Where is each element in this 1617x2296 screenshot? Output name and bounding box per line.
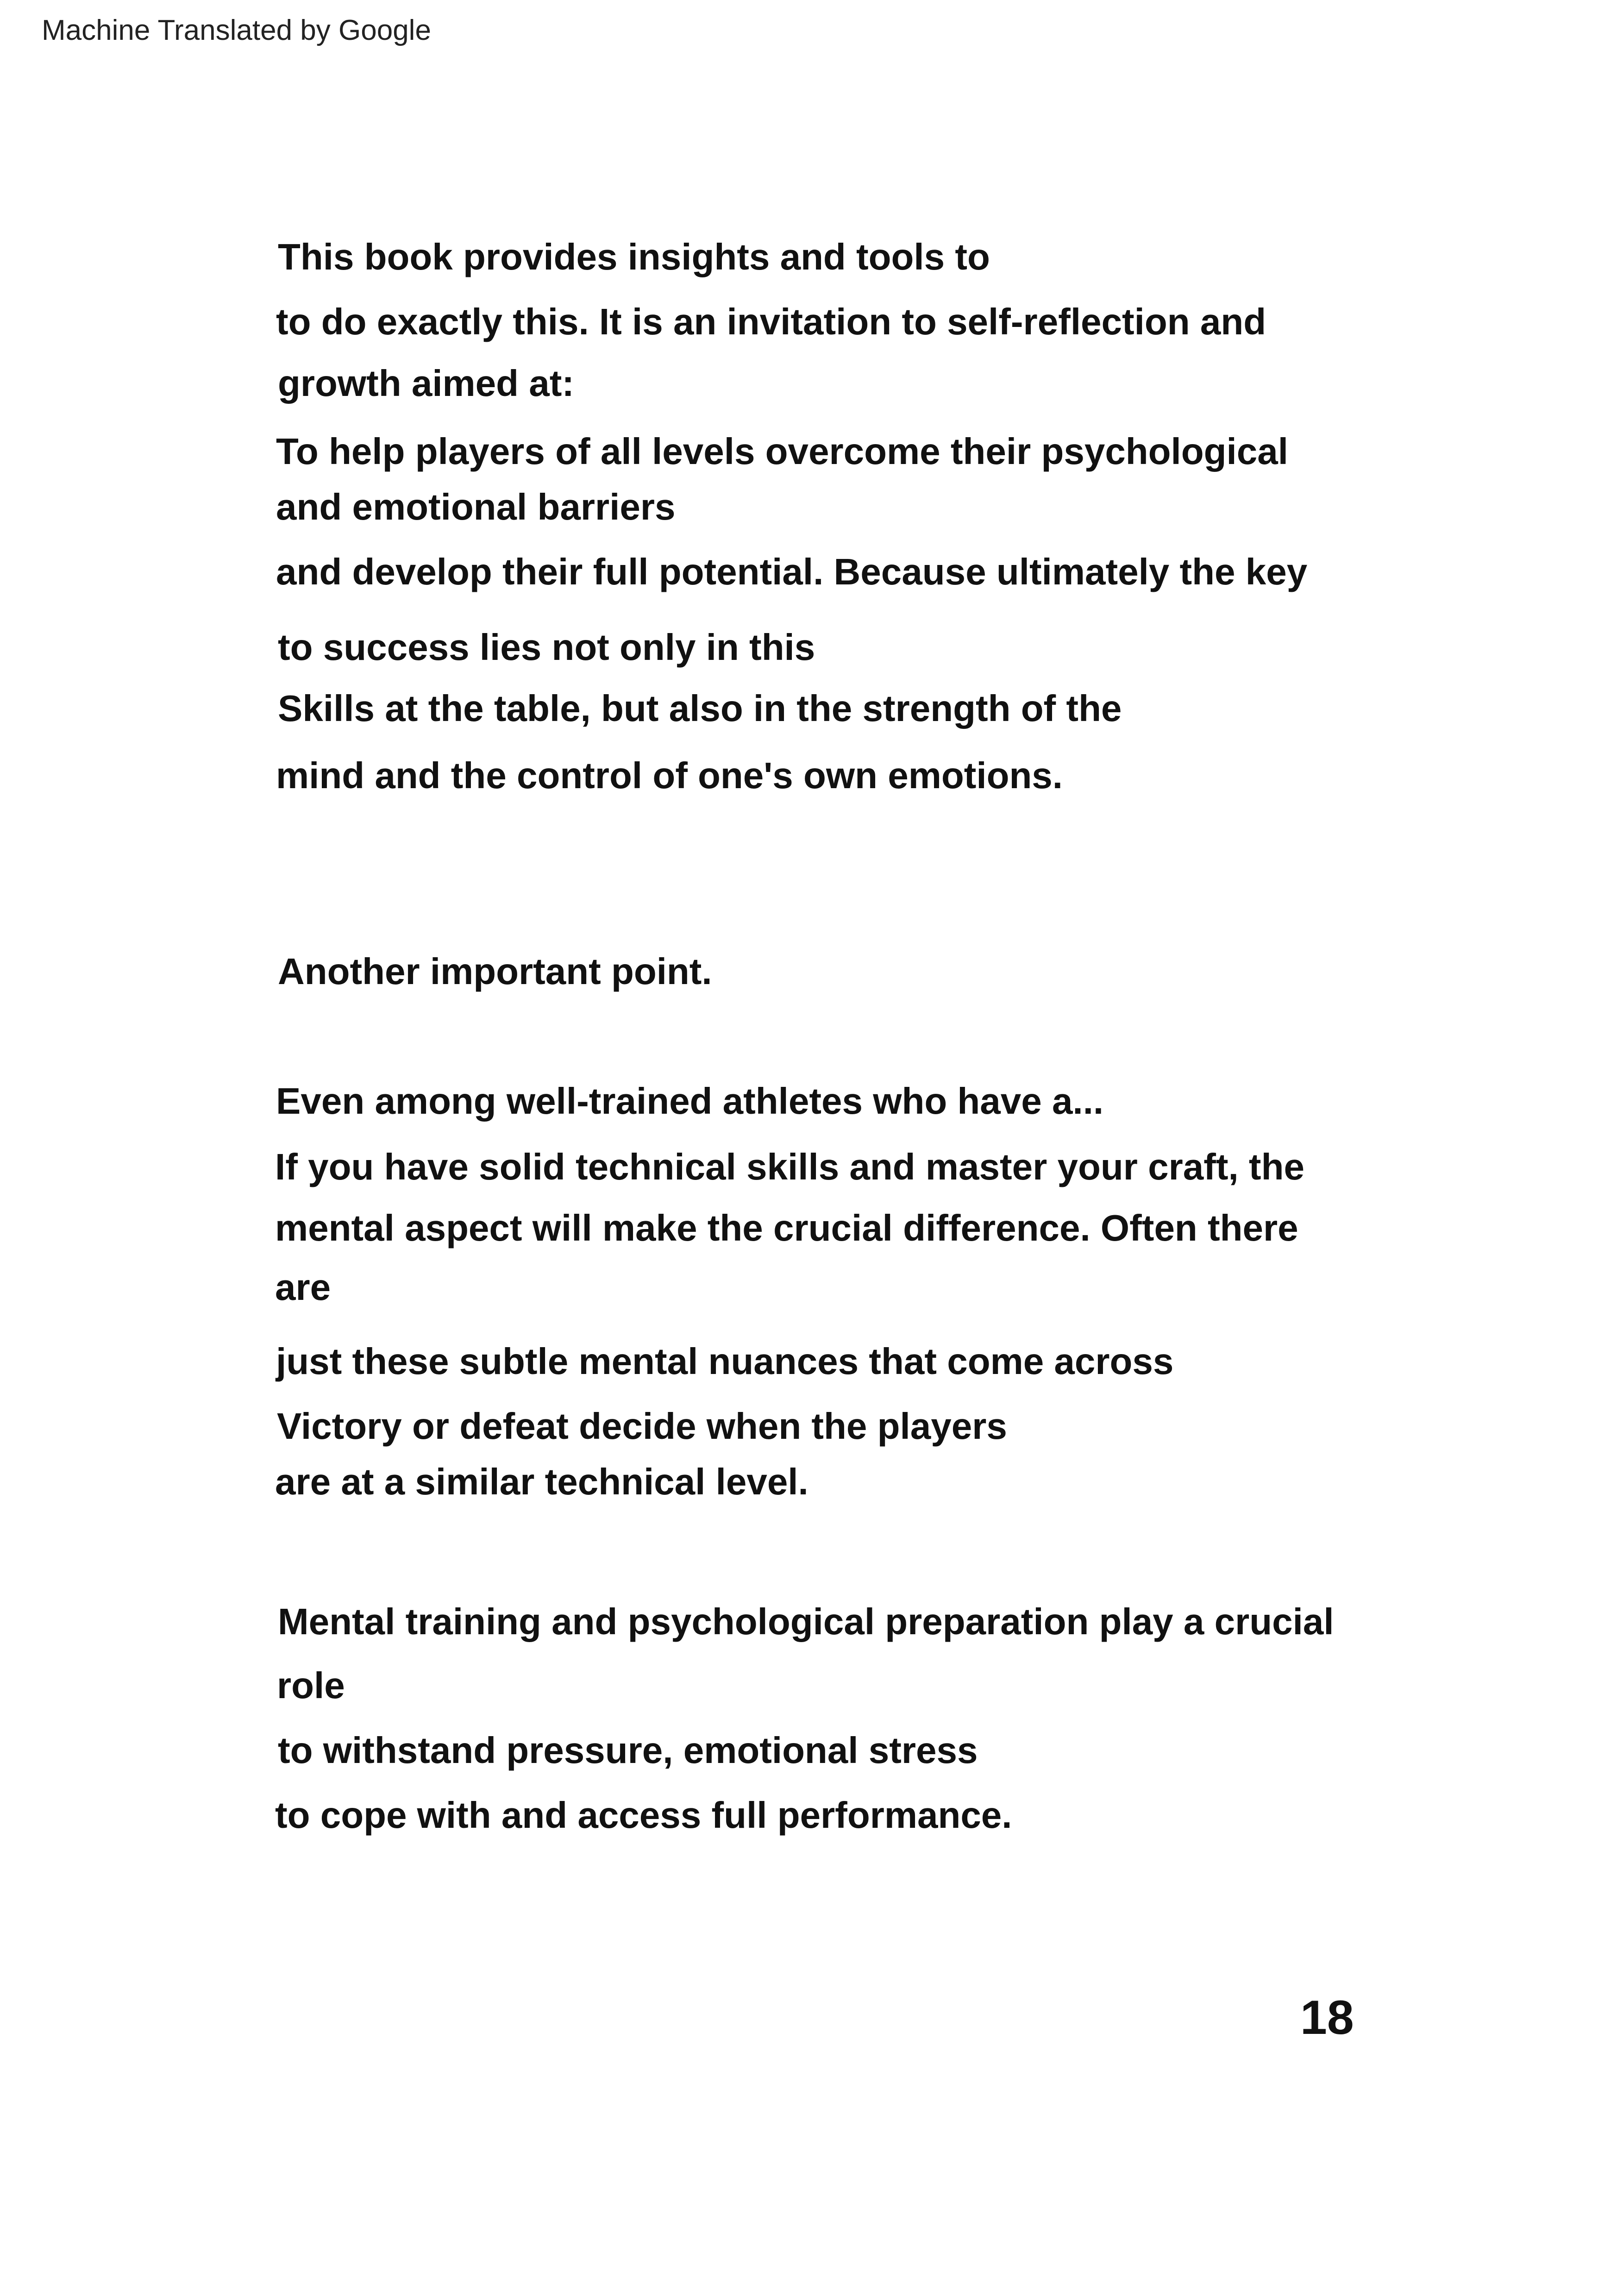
text-line: Another important point. — [278, 951, 712, 992]
text-line: mind and the control of one's own emotions. — [276, 755, 1063, 796]
text-line: Mental training and psychological preparation play a crucial — [278, 1601, 1334, 1642]
machine-translation-watermark: Machine Translated by Google — [42, 14, 431, 46]
text-line: To help players of all levels overcome their psychological — [276, 431, 1288, 472]
text-line: and emotional barriers — [276, 486, 676, 527]
text-line: to do exactly this. It is an invitation to self-reflection and — [276, 301, 1266, 342]
text-line: Victory or defeat decide when the players — [277, 1405, 1007, 1447]
text-line: Skills at the table, but also in the strength of the — [278, 688, 1122, 729]
text-line: to cope with and access full performance. — [275, 1794, 1012, 1836]
text-line: This book provides insights and tools to — [278, 236, 990, 277]
text-line: role — [277, 1665, 345, 1706]
text-line: growth aimed at: — [278, 363, 575, 404]
page-number: 18 — [1300, 1991, 1354, 2045]
text-line: are at a similar technical level. — [275, 1461, 808, 1502]
text-line: If you have solid technical skills and master your craft, the — [275, 1146, 1304, 1187]
text-line: Even among well-trained athletes who have a... — [276, 1080, 1104, 1122]
text-line: are — [275, 1267, 331, 1308]
text-line: mental aspect will make the crucial difference. Often there — [275, 1207, 1298, 1248]
text-line: to withstand pressure, emotional stress — [278, 1730, 978, 1771]
text-line: to success lies not only in this — [278, 627, 815, 668]
text-line: just these subtle mental nuances that come across — [276, 1341, 1174, 1382]
text-line: and develop their full potential. Because ultimately the key — [276, 551, 1308, 592]
